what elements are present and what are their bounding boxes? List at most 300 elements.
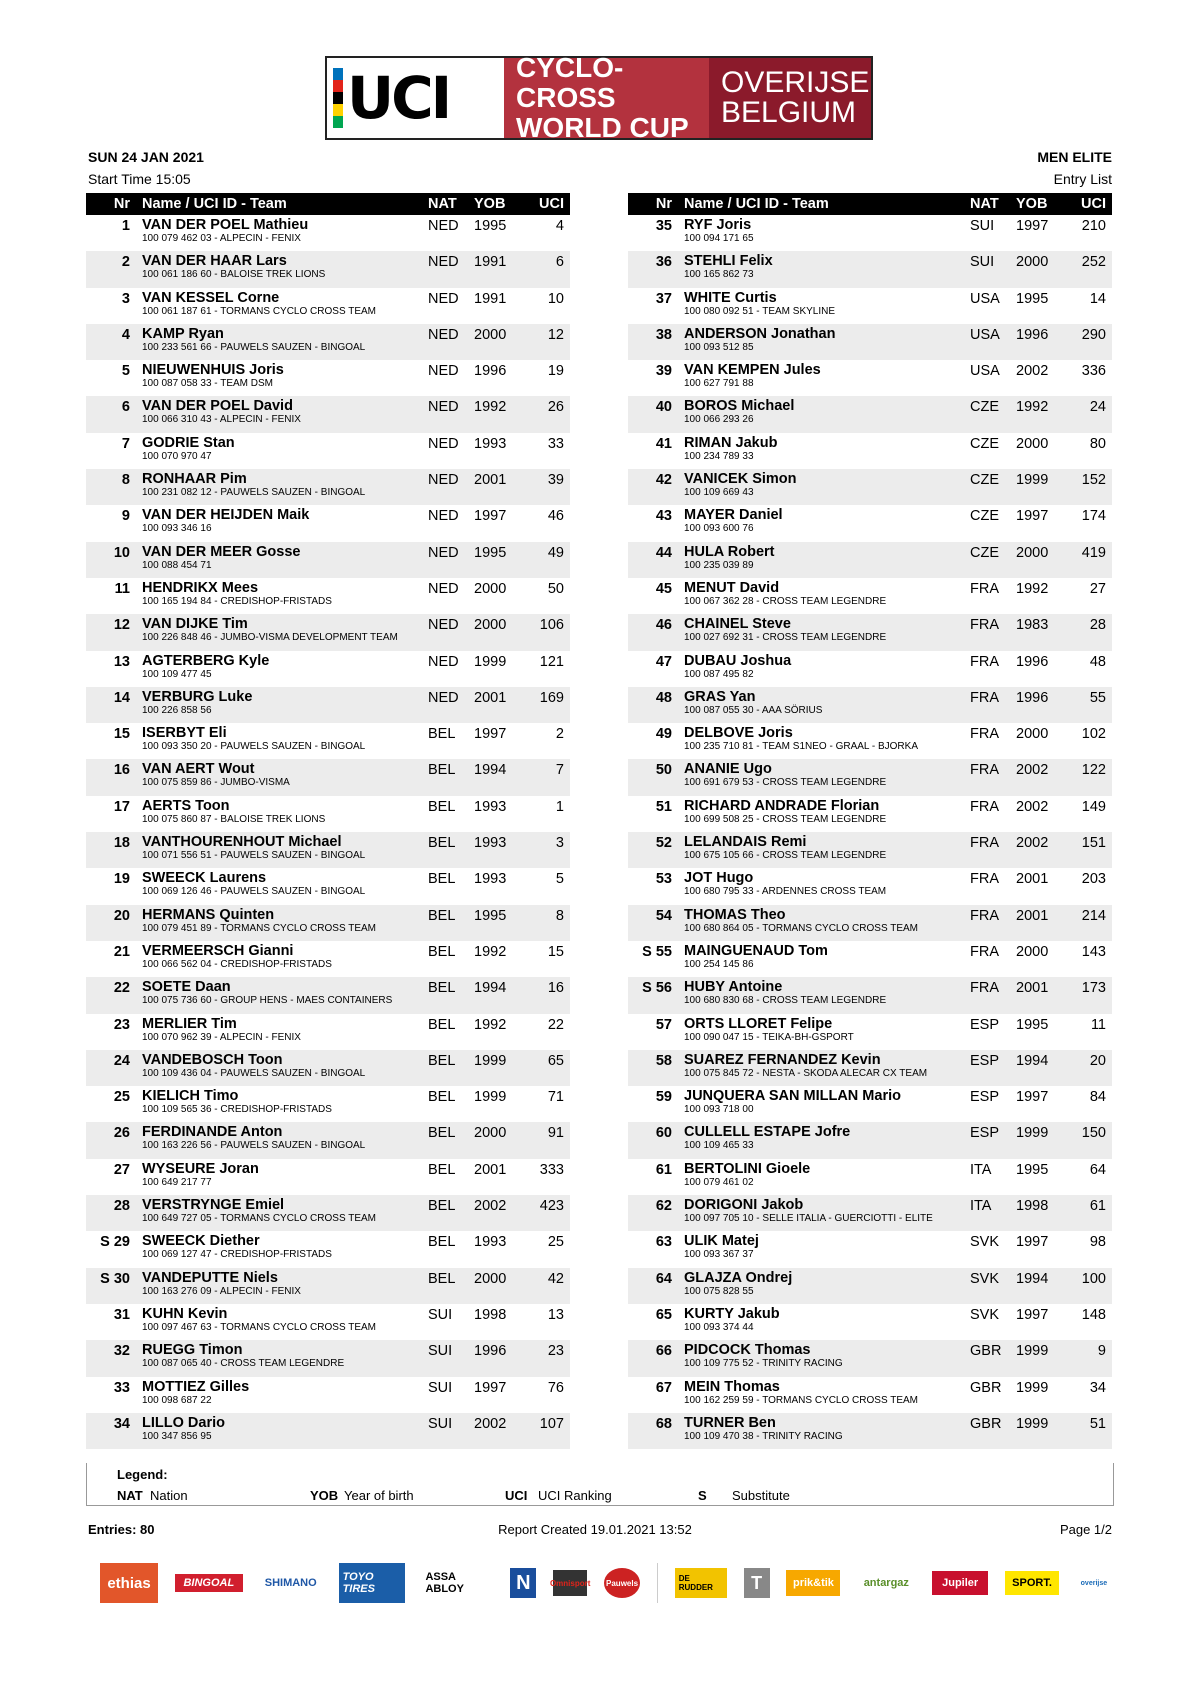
event-line-1: CYCLO-CROSS [516,52,624,113]
rider-name: ORTS LLORET Felipe [684,1015,833,1032]
rider-yob: 1999 [1016,1415,1049,1432]
col-nr: Nr [86,193,136,215]
rider-number: 31 [113,1306,130,1323]
rider-cell [136,1377,422,1413]
rider-uci-rank: 143 [1081,943,1106,960]
rider-nation: CZE [970,508,999,525]
rider-number: 18 [113,835,130,852]
rider-nation: NED [428,290,459,307]
rider-yob: 1992 [474,1016,507,1033]
rider-uci-rank: 2 [555,726,564,743]
rider-uci-id-team: 100 090 047 15 - TEIKA-BH-GSPORT [684,1031,854,1043]
sponsor-separator [657,1563,658,1603]
table-row [86,796,570,832]
rider-uci-id-team: 100 079 451 89 - TORMANS CYCLO CROSS TEAM [142,922,376,934]
rider-uci-id-team: 100 066 562 04 - CREDISHOP-FRISTADS [142,958,332,970]
rider-number: 1 [121,218,130,234]
rider-cell [678,832,964,868]
table-row [86,1268,570,1304]
rider-nation: ESP [970,1089,1000,1106]
rider-name: VERMEERSCH Gianni [142,942,294,959]
table-row [86,1413,570,1449]
rider-nation: BEL [428,1234,456,1251]
rider-yob: 1995 [474,218,507,234]
rider-number: 40 [655,399,672,416]
rider-cell [678,1195,964,1231]
rider-name: AGTERBERG Kyle [142,652,270,669]
table-row [628,396,1112,432]
rider-uci-id-team: 100 680 864 05 - TORMANS CYCLO CROSS TEAM [684,922,918,934]
rider-uci-rank: 42 [547,1270,564,1287]
rider-uci-id-team: 100 093 512 85 [684,341,754,353]
rider-number: 48 [655,689,672,706]
rider-cell [678,868,964,904]
rider-uci-rank: 28 [1089,617,1106,634]
rider-uci-id-team: 100 080 092 51 - TEAM SKYLINE [684,305,836,317]
rider-nation: BEL [428,980,456,997]
table-row [628,941,1112,977]
entry-table-left [86,193,570,1449]
table-row [628,1268,1112,1304]
rider-yob: 1996 [1016,689,1049,706]
rider-name: VAN DER HEIJDEN Maik [142,507,310,524]
rider-cell [136,433,422,469]
rider-uci-id-team: 100 226 858 56 [142,704,212,716]
rider-yob: 2000 [474,580,507,597]
rider-uci-id-team: 100 061 187 61 - TORMANS CYCLO CROSS TEAM [142,305,376,317]
rider-uci-rank: 290 [1081,326,1106,343]
rider-yob: 1994 [474,980,507,997]
rider-name: HERMANS Quinten [142,906,275,923]
rider-cell [678,651,964,687]
rider-nation: NED [428,689,459,706]
rider-name: VANDEBOSCH Toon [142,1051,283,1068]
rider-uci-id-team: 100 347 856 95 [142,1430,212,1442]
rider-uci-rank: 10 [547,290,564,307]
location-line-1: OVERIJSE [721,66,870,99]
rider-uci-id-team: 100 069 126 46 - PAUWELS SAUZEN - BINGOAL [142,886,366,898]
rider-name: MAYER Daniel [684,507,783,524]
rider-yob: 1999 [1016,1379,1049,1396]
rider-name: VAN DER POEL David [142,398,293,415]
sponsor-priktik-logo: prik&tik [786,1570,840,1596]
rider-name: ANDERSON Jonathan [684,325,836,342]
rider-number: 13 [113,653,130,670]
rider-number: 22 [113,980,130,997]
page-number: Page 1/2 [1059,1522,1112,1537]
rider-yob: 2002 [1016,798,1049,815]
rider-yob: 1995 [474,907,507,924]
rider-nation: USA [970,326,1000,343]
rider-number: 50 [655,762,672,779]
sponsor-shimano-logo: SHIMANO [264,1577,317,1589]
rider-uci-rank: 13 [547,1306,564,1323]
rider-uci-id-team: 100 109 565 36 - CREDISHOP-FRISTADS [142,1104,332,1116]
table-row [86,723,570,759]
rider-cell [136,1268,422,1304]
table-row [628,1340,1112,1376]
sponsor-t-logo: T [744,1568,770,1598]
rider-uci-rank: 5 [555,871,564,888]
table-row [86,868,570,904]
rider-yob: 1999 [1016,1125,1049,1142]
rider-uci-id-team: 100 061 186 60 - BALOISE TREK LIONS [142,269,326,281]
rider-nation: NED [428,544,459,561]
rider-nation: ESP [970,1016,1000,1033]
rider-name: VAN KEMPEN Jules [684,362,821,379]
rider-number: 12 [113,617,130,634]
rider-cell [678,469,964,505]
col-nat: NAT [422,193,468,215]
rider-cell [136,469,422,505]
table-row [86,469,570,505]
rider-name: HUBY Antoine [684,979,783,996]
rider-uci-rank: 100 [1081,1270,1106,1287]
rider-uci-rank: 214 [1081,907,1106,924]
rider-nation: NED [428,472,459,489]
sponsor-antargaz-logo: antargaz [863,1577,909,1589]
table-row [86,1050,570,1086]
rider-cell [678,542,964,578]
rider-name: DORIGONI Jakob [684,1197,804,1214]
rider-name: GODRIE Stan [142,434,235,451]
rider-uci-id-team: 100 087 065 40 - CROSS TEAM LEGENDRE [142,1358,345,1370]
rider-number: 34 [113,1415,130,1432]
rider-cell [136,1304,422,1340]
rider-cell [678,1159,964,1195]
rider-uci-rank: 173 [1081,980,1106,997]
rider-yob: 2000 [1016,943,1049,960]
rider-number: 59 [655,1089,672,1106]
rider-number: 19 [113,871,130,888]
rider-name: MENUT David [684,579,780,596]
table-row [86,651,570,687]
rider-nation: BEL [428,1198,456,1215]
table-row [86,941,570,977]
rider-number: 4 [121,326,130,343]
rider-cell [136,1340,422,1376]
rider-uci-id-team: 100 165 194 84 - CREDISHOP-FRISTADS [142,595,332,607]
rider-name: GLAJZA Ondrej [684,1269,793,1286]
rider-uci-rank: 6 [555,254,564,271]
rider-name: VANTHOURENHOUT Michael [142,834,342,851]
sponsor-sportvlaanderen-logo: SPORT. [1005,1571,1059,1595]
rider-uci-rank: 7 [555,762,564,779]
rider-cell [136,1231,422,1267]
rider-number: 47 [655,653,672,670]
sponsor-pauwels-logo: Pauwels [604,1568,640,1598]
rider-number: 27 [113,1161,130,1178]
rider-name: HULA Robert [684,543,775,560]
rider-cell [136,1014,422,1050]
rider-number: 49 [655,726,672,743]
rider-uci-rank: 107 [539,1415,564,1432]
rider-number: 6 [121,399,130,416]
rider-name: WYSEURE Joran [142,1160,259,1177]
table-row [628,433,1112,469]
legend [86,1463,1114,1506]
rider-number: 52 [655,835,672,852]
rider-nation: FRA [970,835,999,852]
rider-uci-id-team: 100 071 556 51 - PAUWELS SAUZEN - BINGOAL [142,850,366,862]
rider-cell [136,542,422,578]
rider-uci-id-team: 100 066 293 26 [684,414,754,426]
table-row [628,578,1112,614]
rider-yob: 2001 [474,689,507,706]
uci-wordmark: UCI [347,64,450,132]
rider-uci-rank: 23 [547,1343,564,1360]
table-row [628,360,1112,396]
rider-cell [136,687,422,723]
rider-yob: 1994 [474,762,507,779]
table-row [628,1195,1112,1231]
rider-uci-id-team: 100 079 461 02 [684,1176,754,1188]
rider-yob: 1983 [1016,617,1049,634]
rider-uci-rank: 76 [547,1379,564,1396]
legend-s-desc: Substitute [732,1488,790,1503]
rider-number: S 29 [100,1234,130,1251]
rider-yob: 1999 [1016,472,1049,489]
rider-yob: 1997 [474,508,507,525]
rider-uci-rank: 3 [555,835,564,852]
rider-name: LELANDAIS Remi [684,834,807,851]
rider-number: 43 [655,508,672,525]
rider-number: S 56 [642,980,672,997]
rider-uci-rank: 26 [547,399,564,416]
rider-uci-id-team: 100 075 859 86 - JUMBO-VISMA [142,777,290,789]
rider-cell [678,251,964,287]
table-row [628,723,1112,759]
legend-title: Legend: [117,1467,168,1482]
rider-name: DELBOVE Joris [684,725,793,742]
rider-cell [136,1050,422,1086]
table-row [628,1122,1112,1158]
rider-uci-rank: 8 [555,907,564,924]
rider-yob: 2000 [474,617,507,634]
rider-uci-id-team: 100 093 367 37 [684,1249,754,1261]
rider-yob: 1993 [474,435,507,452]
rider-cell [136,796,422,832]
rider-cell [678,288,964,324]
rider-uci-id-team: 100 254 145 86 [684,958,754,970]
rider-yob: 1997 [474,726,507,743]
table-header [86,193,570,215]
rider-yob: 1998 [474,1306,507,1323]
legend-uci-desc: UCI Ranking [538,1488,612,1503]
rider-yob: 1999 [1016,1343,1049,1360]
rider-uci-rank: 98 [1089,1234,1106,1251]
table-row [86,1304,570,1340]
rider-cell [678,1268,964,1304]
rider-nation: NED [428,399,459,416]
rider-uci-id-team: 100 097 467 63 - TORMANS CYCLO CROSS TEAM [142,1321,376,1333]
rider-nation: NED [428,218,459,234]
rider-cell [136,868,422,904]
rider-uci-rank: 174 [1081,508,1106,525]
table-row [86,759,570,795]
table-row [86,832,570,868]
rider-yob: 1993 [474,835,507,852]
rider-uci-id-team: 100 088 454 71 [142,559,212,571]
rider-uci-rank: 151 [1081,835,1106,852]
rider-uci-rank: 16 [547,980,564,997]
rider-name: VAN DER POEL Mathieu [142,217,309,233]
rider-name: CULLELL ESTAPE Jofre [684,1124,851,1141]
race-date: SUN 24 JAN 2021 [88,149,204,165]
rider-name: BOROS Michael [684,398,795,415]
rider-name: ISERBYT Eli [142,725,227,742]
rider-number: 9 [121,508,130,525]
rider-cell [136,505,422,541]
rider-number: 10 [113,544,130,561]
rider-uci-rank: 12 [547,326,564,343]
rider-name: ANANIE Ugo [684,761,772,778]
rider-name: SUAREZ FERNANDEZ Kevin [684,1051,881,1068]
rider-uci-rank: 336 [1081,363,1106,380]
rider-uci-id-team: 100 109 470 38 - TRINITY RACING [684,1430,843,1442]
rider-uci-id-team: 100 649 727 05 - TORMANS CYCLO CROSS TEAM [142,1213,376,1225]
table-row [86,1122,570,1158]
rider-name: RONHAAR Pim [142,471,247,488]
rider-name: JOT Hugo [684,870,754,887]
table-row [86,1014,570,1050]
rider-uci-rank: 9 [1097,1343,1106,1360]
rider-cell [678,1086,964,1122]
rider-uci-id-team: 100 070 962 39 - ALPECIN - FENIX [142,1031,301,1043]
rider-uci-id-team: 100 070 970 47 [142,450,212,462]
rider-cell [678,687,964,723]
rider-yob: 1997 [1016,218,1049,234]
rider-name: VAN KESSEL Corne [142,289,280,306]
table-row [86,1159,570,1195]
rider-name: SWEECK Laurens [142,870,267,887]
rider-yob: 2002 [474,1415,507,1432]
rider-yob: 2000 [1016,544,1049,561]
rider-nation: BEL [428,726,456,743]
rider-cell [678,505,964,541]
rider-name: MERLIER Tim [142,1015,237,1032]
table-row [86,251,570,287]
rider-cell [136,324,422,360]
rider-nation: FRA [970,907,999,924]
legend-yob-key: YOB [310,1488,339,1503]
rider-name: KUHN Kevin [142,1305,228,1322]
rider-number: 45 [655,580,672,597]
rider-uci-rank: 91 [547,1125,564,1142]
rider-uci-rank: 15 [547,943,564,960]
rider-yob: 1992 [474,399,507,416]
rider-nation: BEL [428,1270,456,1287]
rider-name: VANICEK Simon [684,471,797,488]
rider-name: VANDEPUTTE Niels [142,1269,278,1286]
rider-cell [136,832,422,868]
rider-nation: ITA [970,1198,992,1215]
rider-uci-rank: 39 [547,472,564,489]
rider-nation: FRA [970,580,999,597]
sponsor-assaabloy-logo: ASSA ABLOY [425,1571,464,1595]
rider-uci-id-team: 100 680 795 33 - ARDENNES CROSS TEAM [684,886,887,898]
rider-uci-id-team: 100 649 217 77 [142,1176,212,1188]
rider-number: 21 [113,943,130,960]
rider-cell [678,941,964,977]
rider-name: RYF Joris [684,217,752,233]
table-row [628,1050,1112,1086]
rider-yob: 2000 [474,1125,507,1142]
table-row [86,1377,570,1413]
rider-uci-rank: 34 [1089,1379,1106,1396]
rider-cell [678,759,964,795]
rider-number: 39 [655,363,672,380]
rider-cell [136,396,422,432]
rider-yob: 1996 [474,1343,507,1360]
rider-number: 25 [113,1089,130,1106]
rider-uci-id-team: 100 233 561 66 - PAUWELS SAUZEN - BINGOAL [142,341,366,353]
rider-number: 33 [113,1379,130,1396]
table-row [628,505,1112,541]
rider-uci-id-team: 100 231 082 12 - PAUWELS SAUZEN - BINGOAL [142,487,366,499]
rider-number: 66 [655,1343,672,1360]
rider-nation: ESP [970,1125,1000,1142]
rider-nation: SVK [970,1306,1000,1323]
rider-uci-id-team: 100 069 127 47 - CREDISHOP-FRISTADS [142,1249,332,1261]
legend-uci-key: UCI [505,1488,528,1503]
rider-yob: 1993 [474,798,507,815]
rider-nation: SUI [428,1415,453,1432]
rider-number: 46 [655,617,672,634]
rider-nation: NED [428,363,459,380]
rider-nation: FRA [970,689,999,706]
rider-uci-id-team: 100 093 718 00 [684,1104,754,1116]
report-created: Report Created 19.01.2021 13:52 [498,1522,692,1537]
event-name [504,52,709,143]
rider-cell [678,1413,964,1449]
rider-cell [136,1122,422,1158]
rider-cell [136,614,422,650]
col-nr: Nr [628,193,678,215]
table-row [86,1231,570,1267]
rider-uci-id-team: 100 066 310 43 - ALPECIN - FENIX [142,414,301,426]
rider-uci-rank: 252 [1081,254,1106,271]
rider-number: 53 [655,871,672,888]
col-yob: YOB [468,193,518,215]
rider-uci-rank: 210 [1081,218,1106,234]
rider-name: KIELICH Timo [142,1088,239,1105]
rider-number: 32 [113,1343,130,1360]
rider-yob: 1997 [1016,1234,1049,1251]
rider-number: 42 [655,472,672,489]
rider-yob: 1995 [474,544,507,561]
rider-uci-rank: 22 [547,1016,564,1033]
rider-nation: BEL [428,907,456,924]
rider-nation: ESP [970,1052,1000,1069]
rider-nation: BEL [428,943,456,960]
rider-uci-id-team: 100 098 687 22 [142,1394,212,1406]
rider-uci-rank: 169 [539,689,564,706]
rider-nation: CZE [970,399,999,416]
table-row [628,796,1112,832]
rider-yob: 1999 [474,653,507,670]
uci-cyclocross-logo [325,52,873,143]
rider-number: 38 [655,326,672,343]
table-row [86,1195,570,1231]
rider-yob: 1997 [1016,1089,1049,1106]
table-row [628,251,1112,287]
rider-nation: GBR [970,1379,1002,1396]
rider-uci-id-team: 100 075 736 60 - GROUP HENS - MAES CONTAINERS [142,995,393,1007]
rider-nation: SVK [970,1270,1000,1287]
rider-number: 8 [121,472,130,489]
rider-yob: 2001 [1016,980,1049,997]
